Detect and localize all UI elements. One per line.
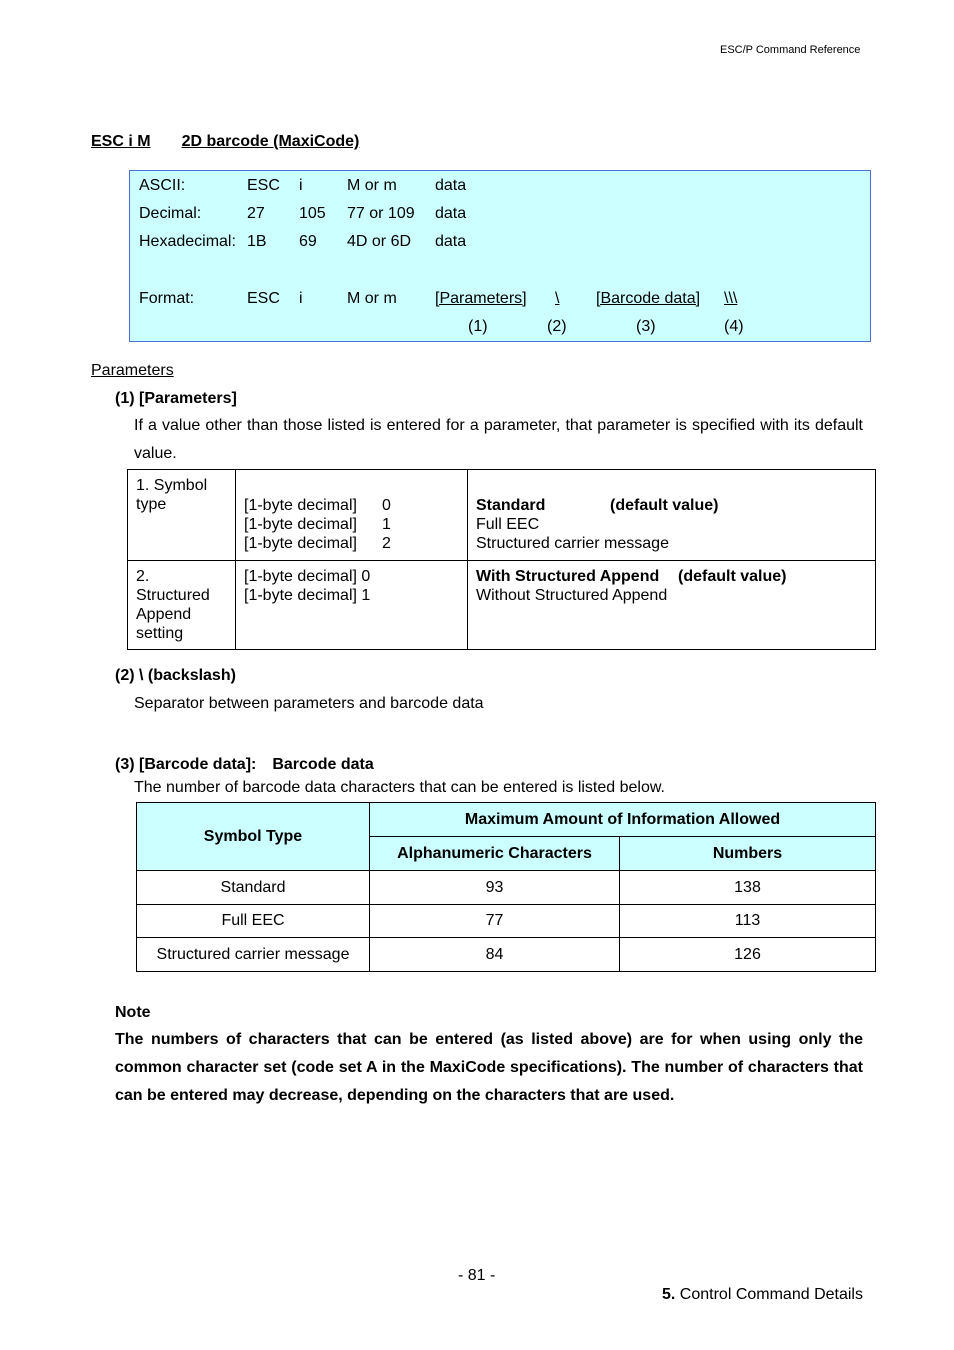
param-name-symbol-type: 1. Symbol type xyxy=(128,470,236,561)
value-number: 0 xyxy=(382,497,391,514)
ascii-m: M or m xyxy=(347,177,397,194)
param-values-symbol-type xyxy=(236,470,468,561)
chapter-footer xyxy=(662,1286,863,1304)
command-name: ESC i M xyxy=(91,133,151,150)
p1-description: If a value other than those listed is entered for a parameter, that parameter is specified with its default value. xyxy=(134,417,863,462)
page-number: - 81 - xyxy=(458,1267,496,1284)
format-number-2: (2) xyxy=(547,318,567,335)
decimal-data: data xyxy=(435,205,467,222)
meaning-text: Without Structured Append xyxy=(476,587,668,604)
param-values-structured-append xyxy=(236,561,468,650)
cell-numbers: 126 xyxy=(620,938,876,972)
meaning-default: With Structured Append xyxy=(476,568,660,585)
cell-symbol-type: Structured carrier message xyxy=(137,938,370,972)
table-row xyxy=(137,871,876,905)
meaning-text: Full EEC xyxy=(476,516,540,533)
value-number: 1 xyxy=(382,516,391,533)
cell-numbers: 113 xyxy=(620,905,876,938)
format-terminator: \\\ xyxy=(724,290,738,307)
parameter-table xyxy=(127,469,876,650)
value-type: [1-byte decimal] xyxy=(244,568,357,585)
format-i: i xyxy=(299,290,303,307)
capacity-table xyxy=(136,802,876,972)
table-row xyxy=(128,470,876,561)
hex-m: 4D or 6D xyxy=(347,233,412,250)
format-parameters: [Parameters] xyxy=(435,290,527,307)
format-esc: ESC xyxy=(247,290,280,307)
hex-i: 69 xyxy=(299,233,317,250)
header-symbol-type: Symbol Type xyxy=(137,803,370,871)
format-number-1: (1) xyxy=(468,318,488,335)
default-note: (default value) xyxy=(678,568,787,585)
hex-data: data xyxy=(435,233,467,250)
value-number: 2 xyxy=(382,535,391,552)
p2-description: Separator between parameters and barcode data xyxy=(134,695,484,712)
param-name-structured-append: 2. Structured Append setting xyxy=(128,561,236,650)
decimal-i: 105 xyxy=(299,205,326,222)
decimal-label: Decimal: xyxy=(139,205,202,222)
parameters-heading: Parameters xyxy=(91,362,174,379)
value-type: [1-byte decimal] xyxy=(244,497,357,514)
format-number-4: (4) xyxy=(724,318,744,335)
ascii-data: data xyxy=(435,177,467,194)
chapter-title: Control Command Details xyxy=(679,1286,863,1303)
cell-symbol-type: Full EEC xyxy=(137,905,370,938)
p2-heading: (2) \ (backslash) xyxy=(115,667,236,684)
cell-alphanumeric: 84 xyxy=(370,938,620,972)
ascii-i: i xyxy=(299,177,303,194)
meaning-default: Standard xyxy=(476,497,546,514)
command-syntax-box xyxy=(129,170,871,342)
running-header: ESC/P Command Reference xyxy=(720,44,861,56)
table-row xyxy=(128,561,876,650)
p3-heading: (3) [Barcode data]: Barcode data xyxy=(115,756,374,773)
ascii-label: ASCII: xyxy=(139,177,186,194)
param-meanings-structured-append xyxy=(468,561,876,650)
table-row xyxy=(137,938,876,972)
default-note: (default value) xyxy=(610,497,719,514)
format-barcode-data: [Barcode data] xyxy=(596,290,701,307)
chapter-number: 5. xyxy=(662,1286,676,1303)
decimal-esc: 27 xyxy=(247,205,265,222)
ascii-esc: ESC xyxy=(247,177,280,194)
format-backslash: \ xyxy=(555,290,560,307)
format-number-3: (3) xyxy=(636,318,656,335)
section-heading xyxy=(91,133,359,151)
note-heading: Note xyxy=(115,1004,151,1021)
value-number: 1 xyxy=(361,587,371,604)
cell-numbers: 138 xyxy=(620,871,876,905)
command-title: 2D barcode (MaxiCode) xyxy=(181,133,360,150)
hex-label: Hexadecimal: xyxy=(139,233,236,250)
value-type: [1-byte decimal] xyxy=(244,587,357,604)
value-type: [1-byte decimal] xyxy=(244,535,357,552)
cell-symbol-type: Standard xyxy=(137,871,370,905)
table-row xyxy=(137,905,876,938)
p1-heading: (1) [Parameters] xyxy=(115,390,237,407)
value-type: [1-byte decimal] xyxy=(244,516,357,533)
hex-esc: 1B xyxy=(247,233,267,250)
param-meanings-symbol-type xyxy=(468,470,876,561)
header-max-info: Maximum Amount of Information Allowed xyxy=(370,803,876,837)
cell-alphanumeric: 93 xyxy=(370,871,620,905)
decimal-m: 77 or 109 xyxy=(347,205,415,222)
p3-description: The number of barcode data characters that can be entered is listed below. xyxy=(134,779,665,796)
cell-alphanumeric: 77 xyxy=(370,905,620,938)
format-label: Format: xyxy=(139,290,195,307)
value-number: 0 xyxy=(361,568,371,585)
format-m: M or m xyxy=(347,290,397,307)
note-text: The numbers of characters that can be entered (as listed above) are for when using only the common character set (code set A in the MaxiCode specifications). The number of characters that can be entered may decrease, depending on the characters that are used. xyxy=(115,1031,863,1104)
meaning-text: Structured carrier message xyxy=(476,535,669,552)
header-numbers: Numbers xyxy=(620,837,876,871)
header-alphanumeric: Alphanumeric Characters xyxy=(370,837,620,871)
